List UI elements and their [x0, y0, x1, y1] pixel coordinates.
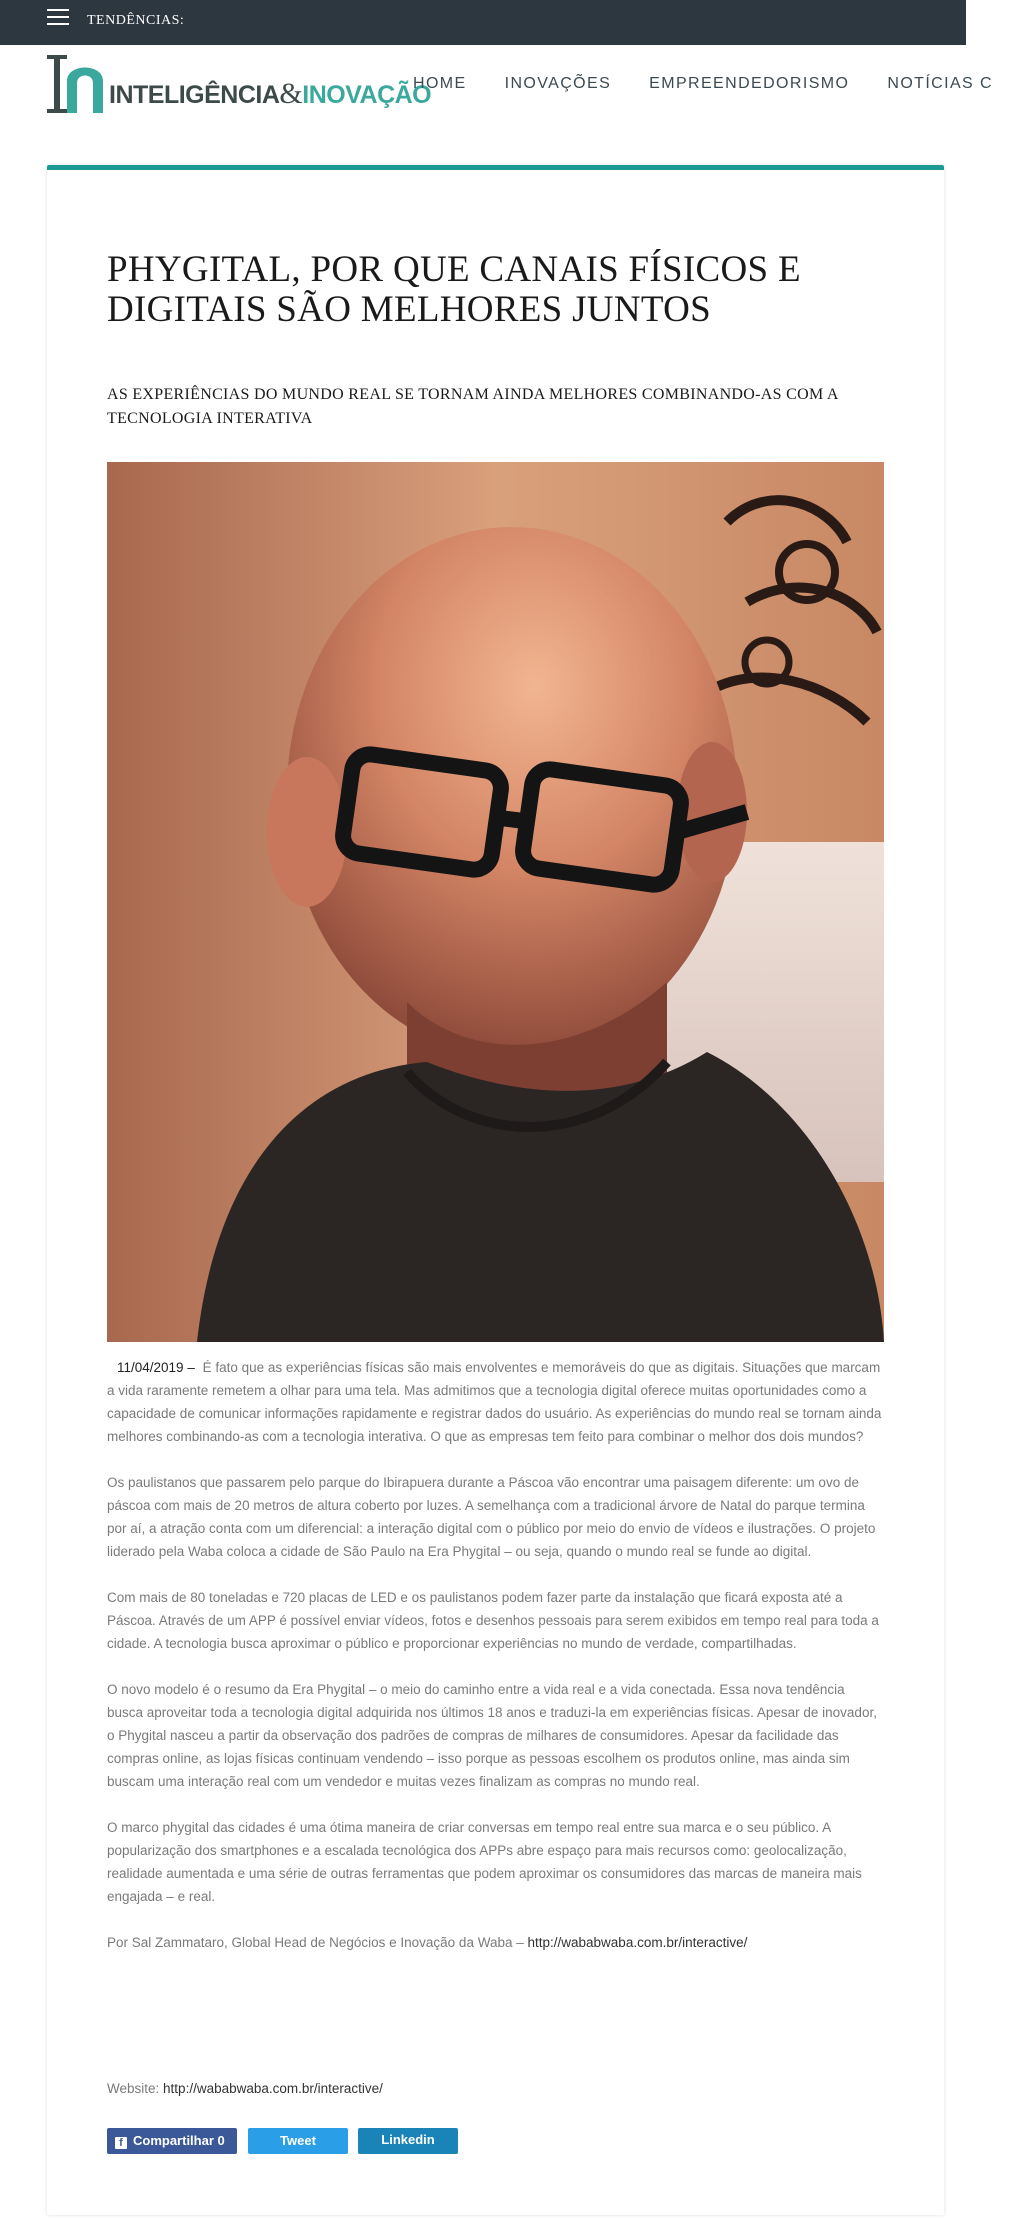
article-body: [107, 1356, 884, 1977]
top-bar: [0, 0, 966, 45]
main-nav: [413, 75, 1031, 93]
facebook-share-label: Compartilhar 0: [133, 2133, 225, 2148]
article-paragraph: O marco phygital das cidades é uma ótima maneira de criar conversas em tempo real entre sua marca e o seu público. A popularização dos smartphones e a escalada tecnológica dos APPs abre espaço para mais recursos como: geolocalização, realidade aumentada e uma série de outras ferramentas que podem aproximar os consumidores das marcas de maneira mais engajada – e real.: [107, 1820, 862, 1904]
tweet-button[interactable]: Tweet: [248, 2128, 348, 2154]
article-paragraph: Os paulistanos que passarem pelo parque do Ibirapuera durante a Páscoa vão encontrar uma paisagem diferente: um ovo de páscoa com mais de 20 metros de altura coberto por luzes. A semelhança com a tradicional árvore de Natal do parque termina por aí, a atração conta com um diferencial: a interação digital com o público por meio do envio de vídeos e ilustrações. O projeto liderado pela Waba coloca a cidade de São Paulo na Era Phygital – ou seja, quando o mundo real se funde ao digital.: [107, 1475, 876, 1559]
nav-inovacoes[interactable]: INOVAÇÕES: [504, 75, 612, 92]
linkedin-share-button[interactable]: Linkedin: [358, 2128, 458, 2154]
article-subtitle: AS EXPERIÊNCIAS DO MUNDO REAL SE TORNAM AINDA MELHORES COMBINANDO-AS COM A TECNOLOGIA INTERATIVA: [107, 386, 838, 427]
author-photo: [107, 462, 884, 1342]
logo-text-part1: INTELIGÊNCIA: [109, 81, 280, 109]
site-logo[interactable]: [47, 53, 432, 113]
logo-ampersand: &: [279, 77, 303, 110]
website-label: Website:: [107, 2081, 160, 2096]
facebook-icon: f: [115, 2137, 127, 2149]
byline-text: Por Sal Zammataro, Global Head de Negócios e Inovação da Waba –: [107, 1935, 524, 1950]
logo-text-part2: INOVAÇÃO: [302, 81, 432, 109]
article-date: 11/04/2019 –: [117, 1360, 195, 1375]
website-link[interactable]: http://wababwaba.com.br/interactive/: [163, 2081, 383, 2096]
article-lead-text: É fato que as experiências físicas são mais envolventes e memoráveis do que as digitais. Situações que marcam a vida raramente remetem a olhar para uma tela. Mas admitimos que a tecnologia digital oferece muitas oportunidades como a capacidade de comunicar informações rapidamente e registrar dados do usuário. As experiências do mundo real se tornam ainda melhores combinando-as com a tecnologia interativa. O que as empresas tem feito para combinar o melhor dos dois mundos?: [107, 1360, 882, 1444]
nav-noticias[interactable]: NOTÍCIAS C: [887, 75, 993, 92]
nav-home[interactable]: HOME: [413, 75, 467, 92]
trends-label: TENDÊNCIAS:: [87, 13, 185, 28]
article-paragraph: O novo modelo é o resumo da Era Phygital – o meio do caminho entre a vida real e a vida conectada. Essa nova tendência busca aproveitar toda a tecnologia digital adquirida nos últimos 18 anos e traduzi-la em experiências físicas. Apesar de inovador, o Phygital nasceu a partir da observação dos padrões de compras de milhares de consumidores. Apesar da facilidade das compras online, as lojas físicas continuam vendendo – isso porque as pessoas escolhem os produtos online, mas ainda sim buscam uma interação real com um vendedor e muitas vezes finalizam as compras no mundo real.: [107, 1682, 877, 1789]
article-card: [47, 165, 944, 2215]
logo-mark-icon: [47, 53, 107, 115]
byline-link[interactable]: http://wababwaba.com.br/interactive/: [527, 1935, 748, 1950]
article-paragraph: Com mais de 80 toneladas e 720 placas de LED e os paulistanos podem fazer parte da instalação que ficará exposta até a Páscoa. Através de um APP é possível enviar vídeos, fotos e desenhos pessoais para serem exibidos em tempo real para toda a cidade. A tecnologia busca aproximar o público e proporcionar experiências no mundo de verdade, compartilhadas.: [107, 1590, 879, 1651]
website-line: [107, 2081, 383, 2096]
nav-empreendedorismo[interactable]: EMPREENDEDORISMO: [649, 75, 850, 92]
author-photo-image: [107, 462, 884, 1342]
article-title: PHYGITAL, POR QUE CANAIS FÍSICOS E DIGITAIS SÃO MELHORES JUNTOS: [107, 249, 801, 330]
article-byline: [107, 1931, 884, 1954]
facebook-share-button[interactable]: [107, 2128, 237, 2154]
article-lead-paragraph: [107, 1356, 884, 1448]
site-header: [0, 45, 993, 125]
logo-text: [109, 77, 431, 111]
hamburger-menu-icon[interactable]: [47, 9, 69, 27]
